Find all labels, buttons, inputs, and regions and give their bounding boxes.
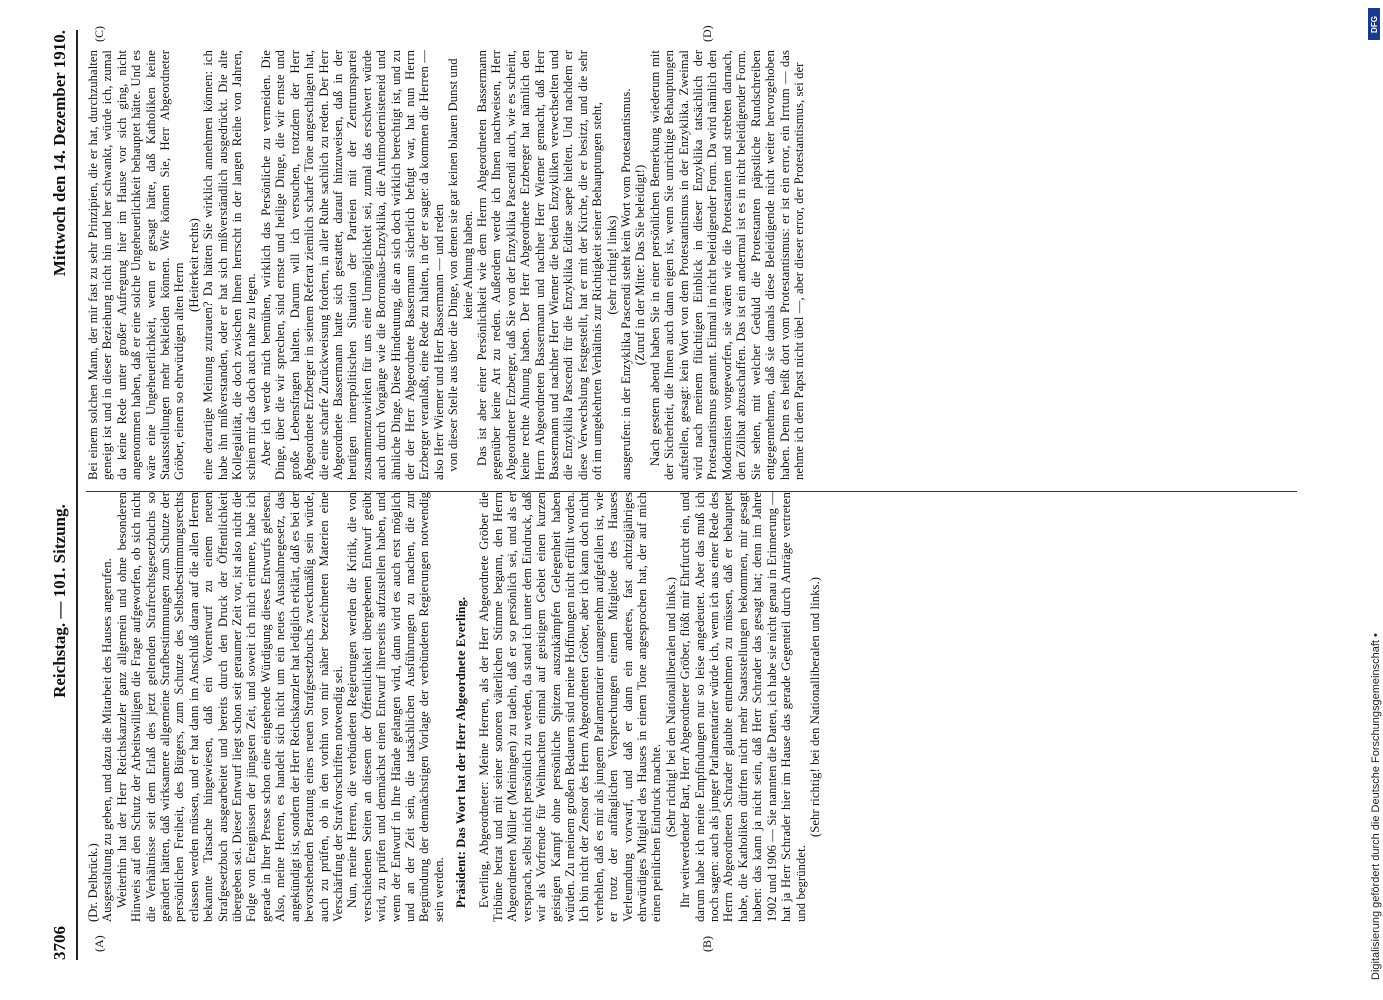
interjection: (Heiterkeit rechts) bbox=[186, 218, 201, 312]
paragraph: Ihr weitwerdender Bart, Herr Abgeordneter Gröber, flößt mir Ehrfurcht ein, und darum habe ich meine Empfindungen nur so leise angedeutet. Aber das muß ich noch sagen: auch als junger Parlamentarier würde ich, wenn ich aus einer Rede des Herrn Abgeordneten Schrader glaubte entnehmen zu müssen, daß er behauptet habe, die Katholiken dürften nicht mehr Staatsstellungen bekommen, mir gesagt haben: das kann ja nicht sein, daß Herr Schrader das gesagt hat; denn im Jahre 1902 und 1906 — Sie nannten die Daten, ich habe sie nicht genau in Erinnerung — hat ja Herr Schrader hier im Hause das gerade Gegenteil durch Anträge vertreten und begründet. bbox=[678, 492, 808, 922]
interjection: von dieser Stelle aus über die Dinge, von denen sie gar keinen blauen Dunst und keine Ahnung haben. bbox=[446, 58, 475, 472]
session-date: Mittwoch den 14. Dezember 1910. bbox=[50, 30, 69, 277]
header-rule bbox=[76, 30, 78, 960]
paragraph: Nach gestern abend haben Sie in einer persönlichen Bemerkung wiederum mit der Sicherheit, die Ihnen auch dann eigen ist, wenn Sie unrichtige Behauptungen aufstellen, gesagt: kein Wort von dem Protestantismus in der Enzyklika. Zweimal wird nach meinem flüchtigen Einblick in dieser Enzyklika tatsächlich der Protestantismus genannt. Einmal in nicht beleidigender Form. Da wird nämlich den Modernisten vorgeworfen, sie wären wie die Protestanten und strebten darnach, den Zölibat abzuschaffen. Das ist ein andermal ist es in nicht beleidigender Form. Sie sehen, mit welcher Geduld die Protestanten päpstliche Rundschreiben entgegennehmen, daß sie damals diese Beleidigende nicht weiter hervorgehoben haben. Denn es heißt dort vom Protestantismus: er ist ein error, ein Irrtum — das nehme ich dem Papst nicht übel —, aber dieser error, der Protestantismus, sei der bbox=[647, 50, 806, 480]
column-divider bbox=[86, 491, 1297, 492]
margin-mark-d: (D) bbox=[700, 25, 714, 42]
margin-mark-b: (B) bbox=[700, 936, 714, 952]
paragraph: Das ist aber einer Persönlichkeit wie dem Herrn Abgeordneten Bassermann gegenüber keine Art zu reden. Außerdem werde ich Ihnen nachweisen, Herr Abgeordneter Erzberger, daß Sie von der Enzyklika Pascendi auch, wie es scheint, keine rechte Ahnung haben. Der Herr Abgeordnete Erzberger hat nämlich den Herrn Abgeordneten Bassermann und nachher Herr Wiemer gemacht, daß Herr Bassermann und nachher Herr Wiemer die beiden Enzykliken verwechselten und die Enzyklika Pascendi für die Enzyklika Editae saepe hielten. Und nachdem er diese Verwechslung festgestellt, hat er mit der Kirche, die er besitzt, und die sehr oft im umgekehrten Verhältnis zur Richtigkeit seiner Behauptungen steht, bbox=[474, 50, 605, 480]
paragraph: ausgerufen: in der Enzyklika Pascendi steht kein Wort vom Protestantismus. bbox=[619, 88, 634, 480]
paragraph: Aber ich werde mich bemühen, wirklich das Persönliche zu vermeiden. Die Dinge, über die wir sprechen, sind ernste und heilige Dinge, die wir ernste und große Lebensfragen halten. Darum will ich versuchen, trotzdem der Herr Abgeordnete Erzberger in seinem Referat ziemlich scharfe Töne angeschlagen hat, die eine scharfe Zurückweisung fordern, in aller Ruhe sachlich zu reden. Der Herr Abgeordnete Bassermann hatte sich gestattet, darauf hinzuweisen, daß in der heutigen innerpolitischen Situation der Parteien mit der Zentrumspartei zusammenzuwirken für uns eine Unmöglichkeit sei, zumal das erschwert würde auch durch Vorgänge wie die Borromäus-Enzyklika, die Antimodernisteneid und ähnliche Dinge. Diese Hindeutung, die an sich doch wirklich berechtigt ist, und zu der der Herr Abgeordnete Bassermann sicherlich befugt war, hat nun Herrn Erzberger veranlaßt, eine Rede zu halten, in der er sagte: da kommen die Herren — also Herr Wiemer und Herr Bassermann — und reden bbox=[258, 50, 446, 480]
digitization-credit: Digitalisierung gefördert durch die Deutsche Forschungsgemeinschaft • bbox=[1370, 633, 1382, 980]
paragraph: Nun, meine Herren, die verbündeten Regierungen werden die Kritik, die von verschiedenen Seiten an diesem der Öffentlichkeit übergebenen Entwurf geübt wird, zu prüfen und demnächst einen Entwurf ihrerseits aufzustellen haben, und wenn der Entwurf in Ihre Hände gelangen wird, dann wird es auch erst möglich und an der Zeit sein, die tatsächlichen Ausführungen zu machen, die zur Begründung der demnächstigen Vorlage der verbündeten Regierungen notwendig sein werden. bbox=[345, 492, 446, 922]
paragraph: eine derartige Meinung zutrauen? Da hätten Sie wirklich annehmen können: ich habe ihn mißverstanden, oder er hat sich mißverständlich ausgedrückt. Die alte Kollegialität, die doch zwischen Ihnen herrscht in der langen Reihe von Jahren, schien mir das doch auch nahe zu legen. bbox=[201, 50, 259, 480]
paragraph-spacer bbox=[469, 492, 477, 922]
paragraph: (Dr. Delbrück.) bbox=[86, 843, 100, 922]
speaker-line: Präsident: Das Wort hat der Herr Abgeordnete Everling. bbox=[454, 596, 469, 908]
interjection: (Zuruf in der Mitte: Das Sie beleidigt!) bbox=[633, 164, 648, 366]
left-column bbox=[86, 492, 822, 922]
interjection: (Sehr richtig! bei den Nationalliberalen und links.) bbox=[663, 576, 678, 838]
paragraph: Ausgestaltung zu geben, und dazu die Mitarbeit des Hauses angerufen. bbox=[100, 558, 115, 922]
interjection: (sehr richtig! links) bbox=[604, 215, 619, 315]
margin-mark-c: (C) bbox=[92, 26, 106, 42]
interjection: (Sehr richtig! bei den Nationalliberalen und links.) bbox=[807, 576, 822, 838]
margin-mark-a: (A) bbox=[92, 935, 106, 952]
page-number: 3706 bbox=[50, 926, 69, 960]
paragraph: Everling, Abgeordneter: Meine Herren, als der Herr Abgeordnete Gröber die Tribüne betrat und mit seiner sonoren väterlichen Stimme begann, den Herrn Abgeordneten Müller (Meiningen) zu tadeln, daß er so persönlich sei, und als er versprach, selbst nicht persönlich zu werden, da stand ich unter dem Eindruck, daß wir als Vorfrende für Weihnachten einmal auf geistigem Gebiet einen kurzen geistigen Kampf ohne persönliche Spitzen auszukämpfen Gelegenheit haben würden. Zu meinem großen Bedauern sind meine Hoffnungen nicht erfüllt worden. Ich bin nicht der Zensor des Herrn Abgeordneten Gröber, aber ich kann doch nicht verhehlen, daß es mir als jungem Parlamentarier unangenehm aufgefallen ist, wie er trotz der anfänglichen Versprechungen einem Mitgliede des Hauses Verleumdung vorwarf, und daß er dann ein anderes, fast achtzigjähriges ehrwürdiges Mitglied des Hauses in einem Tone angesprochen hat, der auf mich einen peinlichen Eindruck machte. bbox=[476, 492, 664, 922]
paragraph-spacer bbox=[446, 492, 454, 922]
page-header bbox=[46, 30, 74, 960]
right-column bbox=[86, 50, 806, 480]
dfg-logo: DFG bbox=[1368, 8, 1380, 40]
session-title: Reichstag. — 101. Sitzung. bbox=[50, 504, 69, 698]
paragraph: Bei einem solchen Mann, der mir fast zu sehr Prinzipien, die er hat, durchzuhalten geneigt ist und in dieser Beziehung nicht hin und her schwankt, würde ich, zumal da keine Rede unter großer Aufregung hier im Hause vor sich ging, nicht angenommen haben, daß er eine solche Ungeheuerlichkeit behauptet hätte. Und es wäre eine Ungeheuerlichkeit, wenn er gesagt hätte, daß Katholiken keine Staatsstellungen mehr bekleiden können. Wie können Sie, Herr Abgeordneter Gröber, einem so ehrwürdigen alten Herrn bbox=[86, 50, 187, 480]
paragraph: Weiterhin hat der Herr Reichskanzler ganz allgemein und ohne besonderen Hinweis auf den Schutz der Arbeitswilligen die Frage aufgeworfen, ob sich nicht die Verhältnisse seit dem Erlaß des jetzt geltenden Strafrechtsgesetzbuchs so geändert hätten, daß wirksamere allgemeine Strafbestimmungen zum Schutze der persönlichen Freiheit, des Bürgers, zum Schutze des Selbstbestimmungsrechts erlassen werden müssen, und er hat dann im Anschluß daran auf die allen Herren bekannte Tatsache hingewiesen, daß ein Vorentwurf zu einem neuen Strafgesetzbuch ausgearbeitet und bereits durch den Druck der Öffentlichkeit übergeben sei. Dieser Entwurf liegt schon seit geraumer Zeit vor, ist also nicht die Folge von Ereignissen der jüngsten Zeit, und soweit ich mich erinnere, habe ich gerade in Ihrer Presse schon eine eingehende Würdigung dieses Entwurfs gelesen. Also, meine Herren, es handelt sich nicht um ein neues Ausnahmegesetz, das angekündigt ist, sondern der Herr Reichskanzler hat lediglich erklärt, daß es bei der bevorstehenden Beratung eines neuen Strafgesetzbuchs zweckmäßig sein würde, auch zu prüfen, ob in den vorhin von mir näher bezeichneten Materien eine Verschärfung der Strafvorschriften notwendig sei. bbox=[114, 492, 345, 922]
